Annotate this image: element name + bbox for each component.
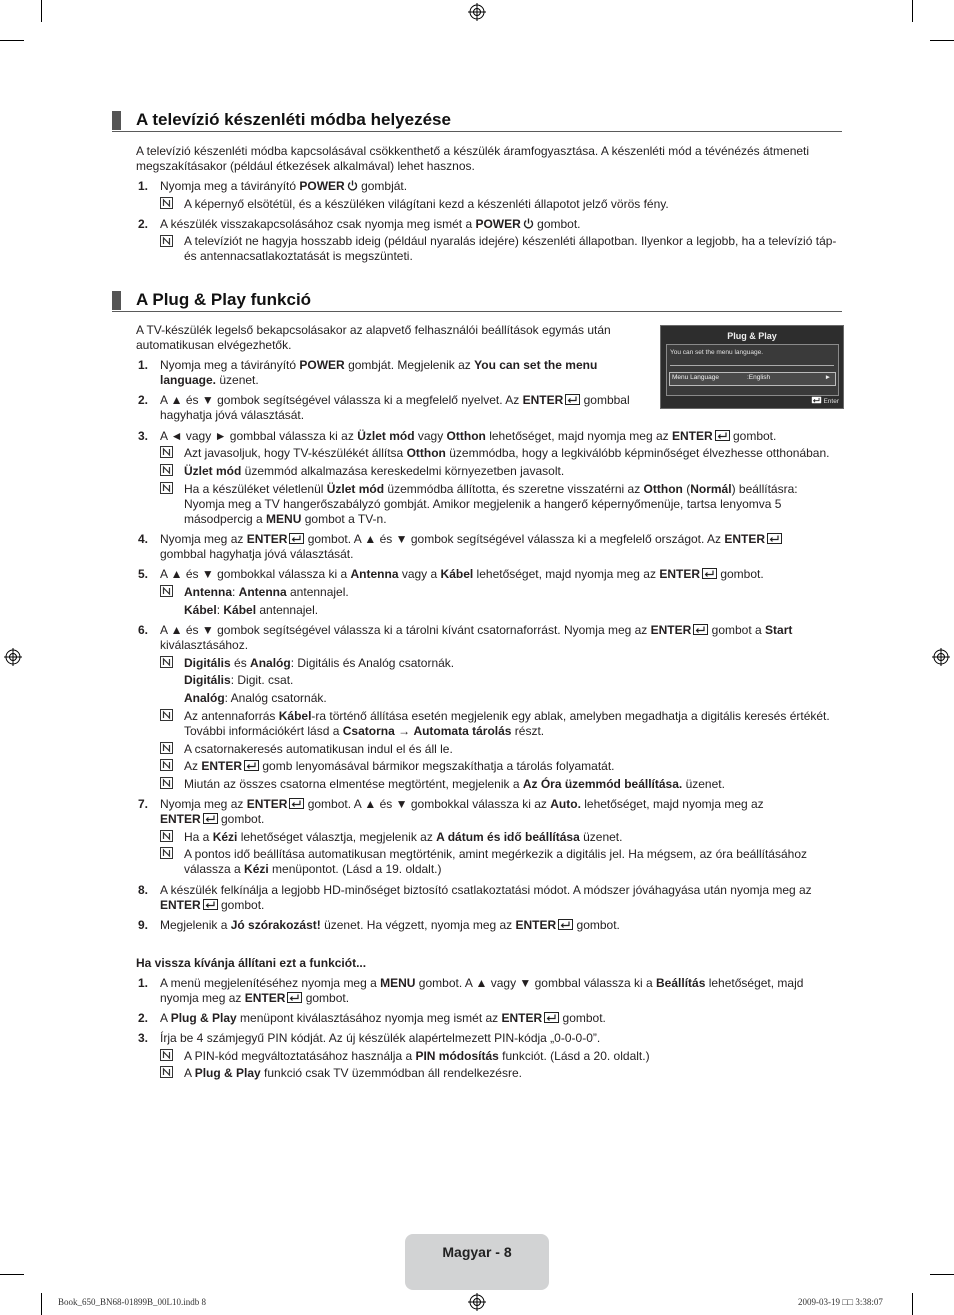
print-date-info: 2009-03-19 □□ 3:38:07: [798, 1297, 883, 1307]
note-icon: [160, 847, 173, 859]
plug-and-play-osd: [660, 325, 844, 409]
enter-icon: [767, 533, 782, 544]
note-text: A televíziót ne hagyja hosszabb ideig (például nyaralás idejére) készenléti állapotban. Ilyenkor a legjobb, ha a televízió táp- és antennacsatlakoztatását is megszünteti.: [184, 234, 837, 264]
note-icon: [160, 585, 173, 597]
step-number: 8.: [138, 883, 149, 897]
enter-icon: [289, 533, 304, 544]
step-number: 2.: [138, 1011, 149, 1025]
step-number: 3.: [138, 1031, 149, 1045]
step-number: 1.: [138, 179, 149, 193]
osd-title: Plug & Play: [727, 331, 777, 341]
note-text: Analóg: Analóg csatornák.: [184, 691, 327, 705]
step-text: Nyomja meg az ENTER gombot. A ▲ és ▼ gombok segítségével válassza ki a megfelelő országot. Az ENTER gombbal hagyhatja jóvá választását.: [160, 532, 810, 562]
step-number: 4.: [138, 532, 149, 546]
note-text: A pontos idő beállítása automatikusan megtörténik, amint megérkezik a digitális jel. Ha mégsem, az óra beállításához válassza a Kézi menüpontot. (Lásd a 19. oldalt.): [184, 847, 807, 877]
note-icon: [160, 1049, 173, 1061]
step-number: 6.: [138, 623, 149, 637]
print-file-info: Book_650_BN68-01899B_00L10.indb 8: [58, 1297, 207, 1307]
note-text: A Plug & Play funkció csak TV üzemmódban áll rendelkezésre.: [184, 1066, 522, 1080]
enter-icon: [693, 624, 708, 635]
step-text: A menü megjelenítéséhez nyomja meg a MENU gombot. A ▲ vagy ▼ gombbal válassza ki a Beállítás lehetőséget, majd nyomja meg az ENTER gombot.: [160, 976, 804, 1006]
note-text: Miután az összes csatorna elmentése megtörtént, megjelenik a Az Óra üzemmód beállítása. üzenet.: [184, 777, 725, 791]
note-icon: [160, 446, 173, 458]
crop-mark: [0, 40, 24, 41]
step-text: Nyomja meg a távirányító POWER gombját.: [160, 179, 408, 193]
osd-row-label: Menu Language: [672, 374, 719, 381]
page-number-tab: [405, 1234, 549, 1290]
enter-icon: [244, 760, 259, 771]
section-heading-standby: [112, 110, 842, 132]
note-text: Üzlet mód üzemmód alkalmazása kereskedelmi környezetben javasolt.: [184, 464, 565, 478]
enter-icon: [702, 568, 717, 579]
note-text: A PIN-kód megváltoztatásához használja a PIN módosítás funkciót. (Lásd a 20. oldalt.): [184, 1049, 650, 1063]
enter-icon: [811, 396, 822, 404]
osd-panel: [666, 344, 839, 396]
note-text: Ha a Kézi lehetőséget választja, megjelenik az A dátum és idő beállítása üzenet.: [184, 830, 623, 844]
step-number: 7.: [138, 797, 149, 811]
section-heading-plug-and-play: [112, 290, 842, 312]
step-text: A Plug & Play menüpont kiválasztásához nyomja meg ismét az ENTER gombot.: [160, 1011, 606, 1025]
step-number: 1.: [138, 358, 149, 372]
section-intro: A televízió készenléti módba kapcsolásával csökkenthető a készülék áramfogyasztása. A készenléti mód a tévénézés átmeneti megszakításakor (például étkezések alkalmával) lehet hasznos.: [136, 144, 810, 174]
heading-bar: [112, 291, 121, 310]
crop-mark: [912, 1293, 913, 1315]
section-title: A televízió készenléti módba helyezése: [136, 110, 451, 129]
note-text: Kábel: Kábel antennajel.: [184, 603, 319, 617]
enter-icon: [565, 394, 580, 405]
heading-bar: [112, 111, 121, 130]
page-number: Magyar - 8: [442, 1244, 512, 1260]
step-number: 2.: [138, 393, 149, 407]
enter-icon: [203, 813, 218, 824]
osd-row-value: :English: [747, 374, 771, 381]
crop-mark: [912, 0, 913, 22]
note-icon: [160, 197, 173, 209]
section-intro: A TV-készülék legelső bekapcsolásakor az alapvető felhasználói beállítások egymás után automatikusan elvégezhetők.: [136, 323, 611, 353]
step-number: 2.: [138, 217, 149, 231]
note-text: Ha a készüléket véletlenül Üzlet mód üzemmódba állította, és szeretne visszatérni az Otthon (Normál) beállításra: Nyomja meg a TV hangerőszabályzó gombját. Amikor megjelenik a hangerő képernyőmenüje, tartsa lenyomva 5 másodpercig a MENU gombot a TV-n.: [184, 482, 798, 527]
note-icon: [160, 482, 173, 494]
enter-icon: [544, 1012, 559, 1023]
step-text: A ▲ és ▼ gombok segítségével válassza ki a megfelelő nyelvet. Az ENTER gombbal hagyhatja jóvá választását.: [160, 393, 630, 423]
reset-heading: Ha vissza kívánja állítani ezt a funkciót...: [136, 956, 367, 970]
osd-message: You can set the menu language.: [670, 349, 763, 356]
step-text: Nyomja meg a távirányító POWER gombját. Megjelenik az You can set the menu language. üzenet.: [160, 358, 598, 388]
step-text: A ▲ és ▼ gombok segítségével válassza ki a tárolni kívánt csatornaforrást. Nyomja meg az ENTER gombot a Start kiválasztásához.: [160, 623, 793, 653]
step-text: A készülék felkínálja a legjobb HD-minőséget biztosító csatlakoztatási módot. A módszer jóváhagyása után nyomja meg az ENTER gombot.: [160, 883, 812, 913]
note-icon: [160, 777, 173, 789]
crop-mark: [41, 1293, 42, 1315]
enter-icon: [715, 430, 730, 441]
step-text: A ▲ és ▼ gombokkal válassza ki a Antenna vagy a Kábel lehetőséget, majd nyomja meg az ENTER gombot.: [160, 567, 764, 581]
note-icon: [160, 742, 173, 754]
note-text: Digitális: Digit. csat.: [184, 673, 294, 687]
enter-icon: [287, 992, 302, 1003]
step-text: A készülék visszakapcsolásához csak nyomja meg ismét a POWER gombot.: [160, 217, 581, 231]
registration-mark-icon: [468, 1293, 486, 1311]
step-text: Írja be 4 számjegyű PIN kódját. Az új készülék alapértelmezett PIN-kódja „0-0-0-0”.: [160, 1031, 601, 1045]
step-number: 3.: [138, 429, 149, 443]
osd-divider: [670, 365, 834, 366]
step-number: 5.: [138, 567, 149, 581]
note-text: Antenna: Antenna antennajel.: [184, 585, 349, 599]
note-icon: [160, 759, 173, 771]
note-text: A képernyő elsötétül, és a készüléken világítani kezd a készenléti állapotot jelző vörös fény.: [184, 197, 669, 211]
note-text: Az antennaforrás Kábel-ra történő állítása esetén megjelenik egy ablak, amelyben megadhatja a digitális keresés értékét. További információkért lásd a Csatorna → Automata tárolás részt.: [184, 709, 830, 739]
note-icon: [160, 235, 173, 247]
step-text: A ◄ vagy ► gombbal válassza ki az Üzlet mód vagy Otthon lehetőséget, majd nyomja meg az ENTER gombot.: [160, 429, 777, 443]
enter-icon: [203, 899, 218, 910]
osd-menu-language-row: [669, 372, 836, 386]
crop-mark: [930, 40, 954, 41]
osd-enter-hint: Enter: [809, 396, 839, 405]
registration-mark-icon: [4, 648, 22, 666]
power-icon: [347, 180, 358, 191]
crop-mark: [41, 0, 42, 22]
power-icon: [523, 218, 534, 229]
note-text: A csatornakeresés automatikusan indul el és áll le.: [184, 742, 453, 756]
section-title: A Plug & Play funkció: [136, 290, 312, 309]
arrow-right-icon: ►: [824, 374, 831, 381]
note-icon: [160, 709, 173, 721]
enter-icon: [558, 919, 573, 930]
registration-mark-icon: [932, 648, 950, 666]
enter-icon: [289, 798, 304, 809]
step-number: 9.: [138, 918, 149, 932]
registration-mark-icon: [468, 3, 486, 21]
note-icon: [160, 830, 173, 842]
note-icon: [160, 464, 173, 476]
step-text: Nyomja meg az ENTER gombot. A ▲ és ▼ gombokkal válassza ki az Auto. lehetőséget, majd nyomja meg az ENTER gombot.: [160, 797, 764, 827]
note-icon: [160, 656, 173, 668]
step-text: Megjelenik a Jó szórakozást! üzenet. Ha végzett, nyomja meg az ENTER gombot.: [160, 918, 620, 932]
crop-mark: [930, 1274, 954, 1275]
note-icon: [160, 1066, 173, 1078]
note-text: Az ENTER gomb lenyomásával bármikor megszakíthatja a tárolás folyamatát.: [184, 759, 615, 773]
note-text: Azt javasoljuk, hogy TV-készülékét állítsa Otthon üzemmódba, hogy a legkiválóbb képminőséget élvezhesse otthonában.: [184, 446, 830, 460]
crop-mark: [0, 1274, 24, 1275]
note-text: Digitális és Analóg: Digitális és Analóg csatornák.: [184, 656, 455, 670]
step-number: 1.: [138, 976, 149, 990]
